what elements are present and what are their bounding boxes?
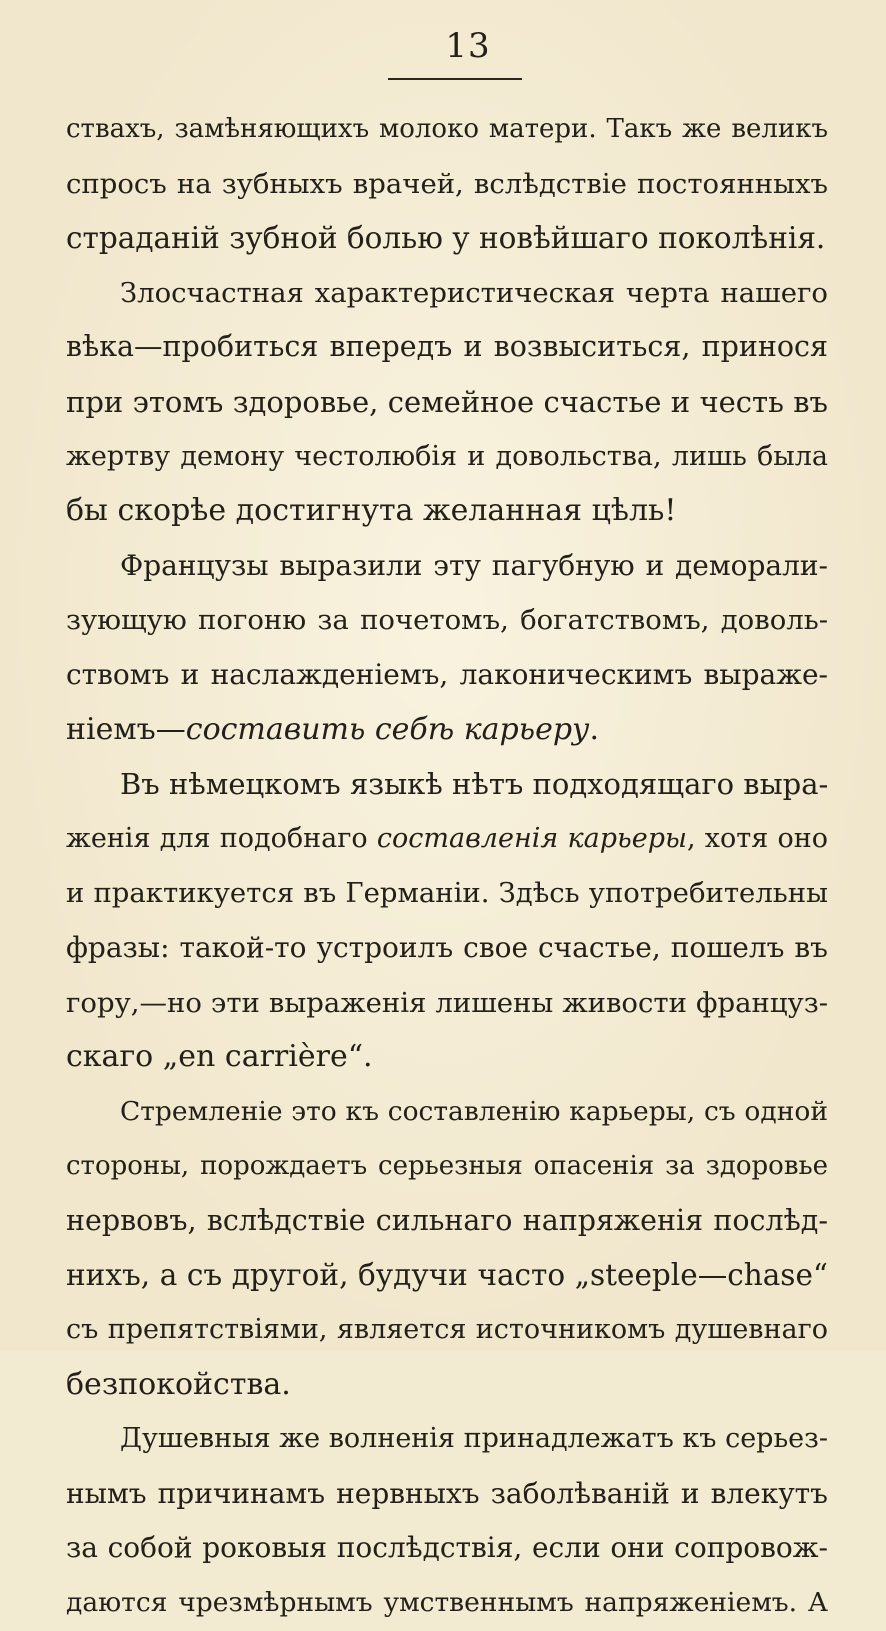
text-line: Стремленіе это къ составленію карьеры, съ одной	[120, 1095, 828, 1127]
text-line: фразы: такой-то устроилъ свое счастье, пошелъ въ	[66, 930, 828, 964]
text-line: вѣка—пробиться впередъ и возвыситься, принося	[66, 330, 828, 364]
text-line: спросъ на зубныхъ врачей, вслѣдствіе постоянныхъ	[66, 167, 828, 200]
text-run: .	[589, 711, 599, 747]
text-line: Душевныя же волненія принадлежатъ къ серьез-	[120, 1423, 828, 1455]
text-line: бы скорѣе достигнута желанная цѣль!	[66, 493, 677, 529]
text-line: даются чрезмѣрнымъ умственнымъ напряженіемъ. А	[66, 1587, 828, 1619]
text-line: зующую погоню за почетомъ, богатствомъ, доволь-	[66, 604, 828, 637]
text-run: ніемъ—	[66, 711, 186, 747]
text-line: нихъ, а съ другой, будучи часто „steeple—chase“	[66, 1258, 828, 1293]
text-line: нымъ причинамъ нервныхъ заболѣваній и влекутъ	[66, 1476, 828, 1510]
text-line: при этомъ здоровье, семейное счастье и честь въ	[66, 384, 828, 419]
italic-phrase: составленія карьеры	[376, 822, 687, 854]
text-line: гору,—но эти выраженія лишены живости француз-	[66, 986, 828, 1019]
italic-phrase: составить себѣ карьеру	[185, 711, 590, 747]
text-line: нервовъ, вслѣдствіе сильнаго напряженія послѣд-	[66, 1203, 828, 1237]
text-run: женія для подобнаго	[66, 822, 377, 854]
text-line: страданій зубной болью у новѣйшаго поколѣнія.	[66, 221, 826, 256]
page-number: 13	[445, 26, 491, 66]
text-line: безпокойства.	[66, 1366, 291, 1402]
text-line: Злосчастная характеристическая черта нашего	[120, 276, 828, 309]
text-line	[66, 703, 828, 758]
text-line: Французы выразили эту пагубную и деморали-	[120, 548, 828, 582]
text-line: за собой роковыя послѣдствія, если они сопровож-	[66, 1531, 828, 1565]
text-line: ствомъ и наслажденіемъ, лаконическимъ выраже-	[66, 657, 828, 691]
text-line	[66, 812, 828, 867]
text-line: жертву демону честолюбія и довольства, лишь была	[66, 440, 828, 472]
header-rule	[388, 78, 522, 80]
text-run: , хотя оно	[686, 822, 828, 854]
text-line: и практикуется въ Германіи. Здѣсь употребительны	[66, 877, 828, 910]
text-line: стороны, порождаетъ серьезныя опасенія за здоровье	[66, 1151, 828, 1182]
text-line: Въ нѣмецкомъ языкѣ нѣтъ подходящаго выра-	[120, 767, 828, 802]
text-line: ствахъ, замѣняющихъ молоко матери. Такъ же великъ	[66, 114, 828, 144]
body-text	[66, 102, 828, 1631]
text-line: съ препятствіями, является источникомъ душевнаго	[66, 1314, 828, 1346]
text-line: скаго „en carrière“.	[66, 1039, 373, 1075]
